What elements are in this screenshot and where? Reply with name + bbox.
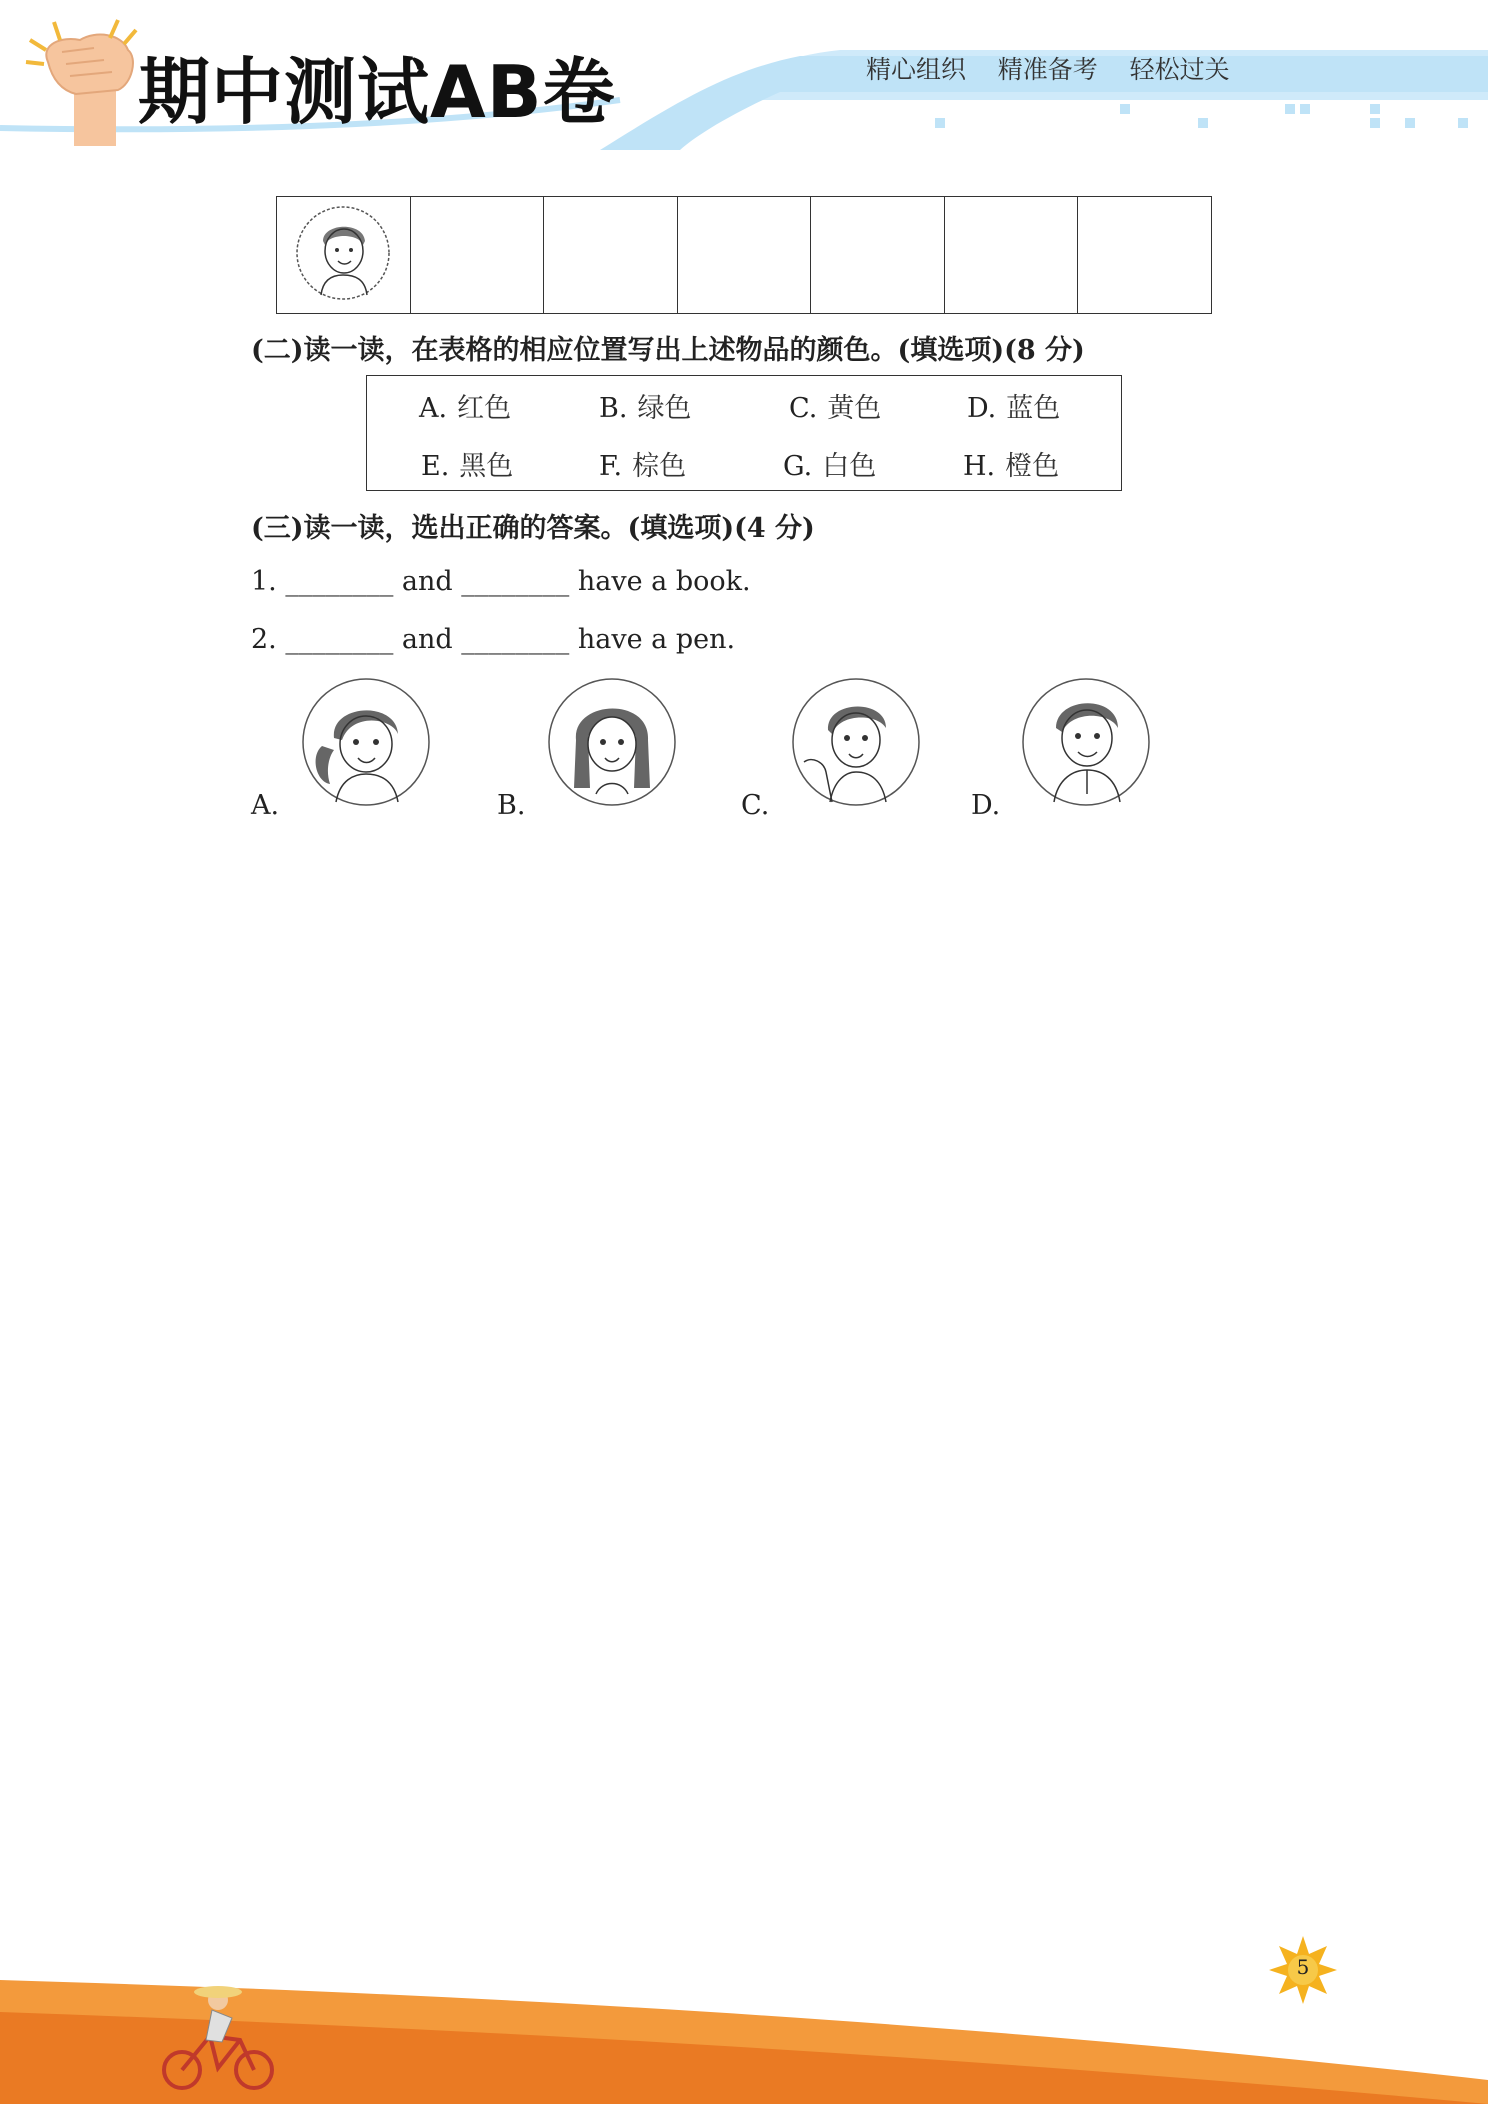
option-key: B. [599, 393, 628, 424]
option-key: D. [967, 393, 997, 424]
option-g [783, 444, 876, 483]
header-slogan: 精心组织 精准备考 轻松过关 [866, 55, 1230, 84]
option-value: 蓝色 [1006, 393, 1061, 424]
choice-c-label: C. [741, 790, 770, 821]
option-key: F. [599, 451, 623, 482]
option-c [789, 386, 881, 425]
option-key: A. [419, 393, 448, 424]
choice-d-label: D. [971, 790, 1001, 821]
table-cell-blank[interactable] [677, 197, 811, 314]
table-cell-blank[interactable] [410, 197, 544, 314]
girl-ponytail-portrait-icon [300, 676, 432, 808]
table-cell-blank[interactable] [944, 197, 1078, 314]
option-d [967, 386, 1060, 425]
boy-portrait-icon [293, 203, 393, 303]
option-e [421, 444, 513, 483]
table-cell-blank[interactable] [811, 197, 945, 314]
option-f [599, 444, 686, 483]
option-h [963, 444, 1059, 483]
page-number: 5 [1296, 1955, 1310, 1979]
option-a [419, 386, 511, 425]
option-value: 绿色 [637, 393, 692, 424]
table-cell-blank[interactable] [544, 197, 678, 314]
footer-banner [0, 1930, 1488, 2104]
boy-waving-portrait-icon [790, 676, 922, 808]
section3-heading: (三)读一读，选出正确的答案。(填选项)(4 分) [251, 513, 815, 544]
name-table [276, 196, 1212, 314]
option-value: 红色 [457, 393, 512, 424]
brand-title: 期中测试AB卷 [138, 50, 616, 134]
table-cell-blank[interactable] [1078, 197, 1212, 314]
question-2[interactable]: 2. ________ and ________ have a pen. [251, 624, 736, 655]
choice-b-label: B. [497, 790, 526, 821]
option-value: 白色 [822, 451, 877, 482]
option-key: H. [963, 451, 996, 482]
option-value: 黑色 [459, 451, 514, 482]
girl-long-hair-portrait-icon [546, 676, 678, 808]
option-value: 棕色 [632, 451, 687, 482]
option-key: C. [789, 393, 818, 424]
option-value: 橙色 [1005, 451, 1060, 482]
option-value: 黄色 [827, 393, 882, 424]
choice-a-label: A. [251, 790, 280, 821]
question-1[interactable]: 1. ________ and ________ have a book. [251, 566, 751, 597]
option-key: G. [783, 451, 813, 482]
option-key: E. [421, 451, 450, 482]
section2-heading: (二)读一读，在表格的相应位置写出上述物品的颜色。(填选项)(8 分) [251, 335, 1085, 366]
color-options-box [366, 375, 1122, 491]
table-cell-portrait [277, 197, 411, 314]
boy-smiling-portrait-icon [1020, 676, 1152, 808]
option-b [599, 386, 691, 425]
